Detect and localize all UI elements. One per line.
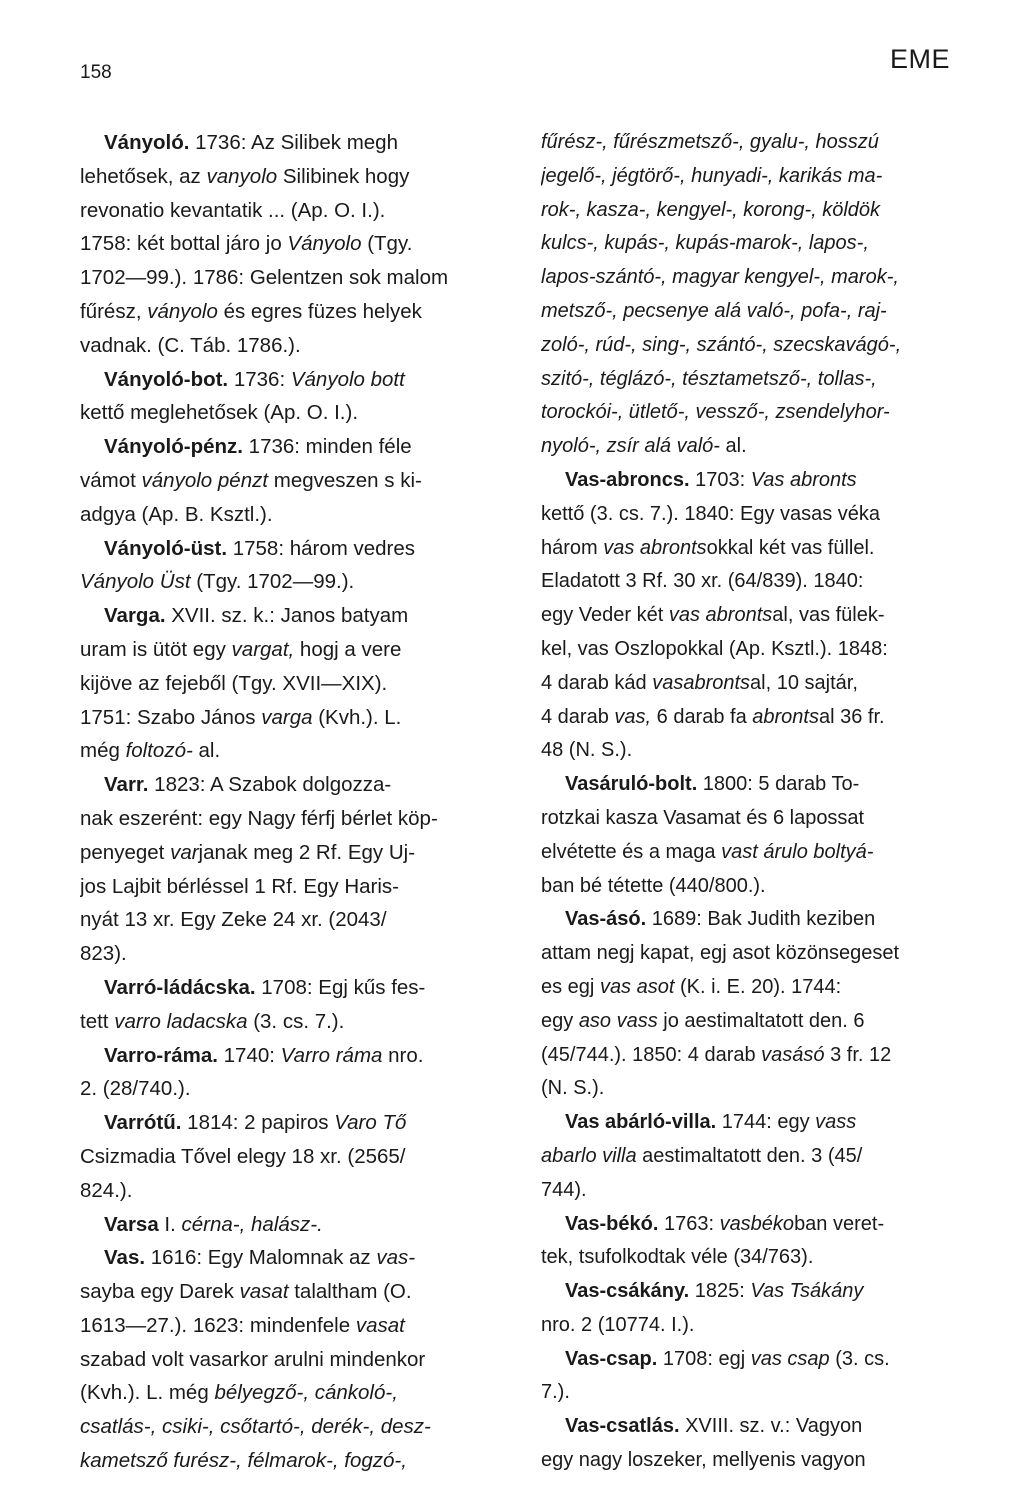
entry-headword: Vas-csatlás. [565, 1415, 680, 1438]
italic-term: varga [261, 705, 313, 729]
text-line [541, 329, 981, 363]
text-run: 1758: három vedres [227, 536, 416, 560]
text-line [80, 633, 522, 667]
italic-term: rok-, kasza-, kengyel-, korong-, köldök [541, 198, 881, 221]
text-line [541, 903, 981, 937]
text-run: 1708: Egj kűs fes- [255, 975, 426, 999]
italic-term: foltozó- [125, 739, 193, 763]
text-run: elvétette és a maga [541, 840, 722, 863]
text-run: (Tgy. [361, 232, 413, 256]
text-run: 1758: két bottal járo jo [80, 232, 288, 256]
text-run: 744). [541, 1178, 587, 1201]
italic-term: vast árulo boltyá- [721, 840, 874, 863]
italic-term: aso vass [578, 1009, 658, 1032]
text-line [80, 937, 522, 971]
text-line [541, 1410, 981, 1444]
text-run: 1800: 5 darab To- [697, 773, 860, 796]
text-run: 4 darab kád [541, 671, 653, 694]
text-run: szabad volt vasarkor arulni mindenkor [80, 1347, 426, 1371]
text-run: 1613—27.). 1623: mindenfele [80, 1313, 356, 1337]
text-run: (3. cs. 7.). [247, 1009, 345, 1033]
text-run: 7.). [541, 1381, 570, 1404]
text-run: 48 (N. S.). [541, 739, 633, 762]
text-line [541, 836, 981, 870]
text-run: kettő meglehetősek (Ap. O. I.). [80, 401, 359, 425]
text-line [541, 1174, 981, 1208]
entry-headword: Vas. [104, 1246, 146, 1270]
entry-headword: Vasáruló-bolt. [565, 773, 698, 796]
text-line [80, 1005, 522, 1039]
text-line [541, 160, 981, 194]
text-line [541, 937, 981, 971]
text-run: egy [541, 1009, 579, 1032]
italic-term: vass [815, 1111, 857, 1134]
text-line [541, 1106, 981, 1140]
entry-headword: Ványoló-pénz. [104, 435, 243, 459]
text-line [80, 1106, 522, 1140]
text-run: 1814: 2 papiros [181, 1111, 335, 1135]
italic-term: vas abronts [668, 604, 773, 627]
text-run: lehetősek, az [80, 164, 207, 188]
text-run: nro. [382, 1043, 424, 1067]
italic-term: Varo Tő [334, 1111, 407, 1135]
text-run: sayba egy Darek [80, 1280, 240, 1304]
italic-term: vasat [355, 1313, 405, 1337]
italic-term: cérna-, halász-. [181, 1212, 323, 1236]
text-line [80, 1275, 522, 1309]
italic-term: kametsző furész-, félmarok-, fogzó-, [80, 1449, 407, 1473]
text-line [80, 768, 522, 802]
text-run: al. [719, 435, 747, 458]
text-run: penyeget [80, 840, 171, 864]
text-line [541, 870, 981, 904]
text-line [541, 1275, 981, 1309]
text-line [541, 667, 981, 701]
italic-term: ványolo pénzt [141, 468, 269, 492]
text-run: revonatio kevantatik ... (Ap. O. I.). [80, 198, 386, 222]
text-line [80, 870, 522, 904]
text-run: 2. (28/740.). [80, 1077, 191, 1101]
italic-term: Ványolo Üst [80, 570, 191, 594]
text-run: (Kvh.). L. még [80, 1381, 215, 1405]
text-run: megveszen s ki- [268, 468, 422, 492]
text-line [541, 1140, 981, 1174]
text-run: Silibinek hogy [277, 164, 410, 188]
text-line [80, 701, 522, 735]
text-run: 1708: egj [657, 1347, 751, 1370]
page-number: 158 [80, 62, 112, 83]
text-run: tett [80, 1009, 115, 1033]
entry-headword: Ványoló-üst. [104, 536, 228, 560]
text-line [80, 1343, 522, 1377]
text-run: egy nagy loszeker, mellyenis vagyon [541, 1449, 866, 1472]
text-run: attam negj kapat, egj asot közönsegeset [541, 942, 900, 965]
text-line [80, 363, 522, 397]
text-run: vámot [80, 468, 142, 492]
text-run: és egres füzes helyek [217, 299, 422, 323]
text-line [80, 971, 522, 1005]
italic-term: fűrész-, fűrészmetsző-, gyalu-, hosszú [541, 131, 879, 153]
italic-term: zoló-, rúd-, sing-, szántó-, szecskavágó-, [541, 333, 902, 356]
italic-term: vas asot [599, 975, 675, 998]
text-run: es egj [541, 975, 600, 998]
text-line [541, 464, 981, 498]
text-line [80, 565, 522, 599]
italic-term: var [170, 840, 199, 864]
entry-headword: Varga. [104, 604, 166, 628]
text-run: jos Lajbit bérléssel 1 Rf. Egy Haris- [80, 874, 400, 898]
text-run: még [80, 739, 126, 763]
text-line [541, 1241, 981, 1275]
text-line [541, 227, 981, 261]
text-run: nak eszerént: egy Nagy férfj bérlet köp- [80, 806, 438, 830]
italic-term: vasbéko [719, 1212, 795, 1235]
text-run: tek, tsufolkodtak véle (34/763). [541, 1246, 814, 1269]
italic-term: csatlás-, csiki-, csőtartó-, derék-, desz- [80, 1415, 431, 1439]
text-run: 1703: [689, 468, 751, 491]
italic-term: szitó-, téglázó-, tésztametsző-, tollas-, [541, 367, 877, 390]
italic-term: vas, [614, 705, 652, 728]
text-run: 1825: [689, 1280, 751, 1303]
text-line [541, 633, 981, 667]
text-line [80, 194, 522, 228]
text-run: 1744: egy [716, 1111, 816, 1134]
left-column [80, 126, 522, 1478]
text-run: hogj a vere [294, 637, 402, 661]
italic-term: Varro ráma [280, 1043, 383, 1067]
right-column [541, 126, 981, 1478]
text-run: (K. i. E. 20). 1744: [674, 975, 842, 998]
text-line [80, 126, 522, 160]
text-run: jo aestimaltatott den. 6 [657, 1009, 865, 1032]
text-line [541, 1343, 981, 1377]
text-run: (Tgy. 1702—99.). [190, 570, 355, 594]
entry-headword: Ványoló. [104, 131, 190, 154]
text-line [80, 227, 522, 261]
italic-term: kulcs-, kupás-, kupás-marok-, lapos-, [541, 232, 869, 255]
text-run: 1736: minden féle [242, 435, 412, 459]
text-line [80, 1208, 522, 1242]
text-line [80, 396, 522, 430]
text-run: I. [158, 1212, 182, 1236]
text-line [80, 836, 522, 870]
entry-headword: Varsa [104, 1212, 159, 1236]
italic-term: vas- [376, 1246, 416, 1270]
text-line [80, 464, 522, 498]
italic-term: jegelő-, jégtörő-, hunyadi-, karikás ma- [541, 164, 883, 187]
text-run: 4 darab [541, 705, 615, 728]
text-line [541, 194, 981, 228]
text-run: (Kvh.). L. [312, 705, 402, 729]
text-run: al, vas fülek- [772, 604, 885, 627]
text-line [541, 1309, 981, 1343]
text-line [541, 1444, 981, 1478]
entry-headword: Varró-ládácska. [104, 975, 256, 999]
text-line [80, 498, 522, 532]
text-line [80, 295, 522, 329]
italic-term: Vas Tsákány [750, 1280, 864, 1303]
text-run: (3. cs. [829, 1347, 890, 1370]
text-run: rotzkai kasza Vasamat és 6 lapossat [541, 806, 865, 829]
text-run: egy Veder két [541, 604, 669, 627]
text-line [541, 701, 981, 735]
text-run: XVIII. sz. v.: Vagyon [679, 1415, 863, 1438]
text-line [80, 1376, 522, 1410]
text-run: 1740: [217, 1043, 281, 1067]
italic-term: Vas abronts [750, 468, 857, 491]
text-run: 1702—99.). 1786: Gelentzen sok malom [80, 266, 449, 290]
text-run: okkal két vas füllel. [706, 536, 875, 559]
text-line [80, 802, 522, 836]
text-line [541, 498, 981, 532]
text-line [541, 802, 981, 836]
italic-term: varro ladacska [114, 1009, 248, 1033]
text-line [80, 1444, 522, 1478]
text-run: 823). [80, 942, 127, 966]
text-line [80, 1072, 522, 1106]
text-run: uram is ütöt egy [80, 637, 232, 661]
running-header: EME [889, 44, 950, 74]
text-run: 6 darab fa [651, 705, 753, 728]
text-run: három [541, 536, 604, 559]
entry-headword: Varrótű. [104, 1111, 182, 1135]
text-run: 3 fr. 12 [824, 1043, 892, 1066]
italic-term: metsző-, pecsenye alá való-, pofa-, raj- [541, 299, 887, 322]
text-line [80, 599, 522, 633]
text-run: adgya (Ap. B. Ksztl.). [80, 502, 273, 526]
italic-term: bélyegző-, cánkoló-, [214, 1381, 398, 1405]
italic-term: vasat [239, 1280, 289, 1304]
text-run: kel, vas Oszlopokkal (Ap. Ksztl.). 1848: [541, 637, 888, 660]
text-run: aestimaltatott den. 3 (45/ [636, 1144, 863, 1167]
text-run: Eladatott 3 Rf. 30 xr. (64/839). 1840: [541, 570, 864, 593]
text-run: nyát 13 xr. Egy Zeke 24 xr. (2043/ [80, 908, 387, 932]
italic-term: vargat, [231, 637, 295, 661]
text-run: al 36 fr. [818, 705, 885, 728]
text-line [541, 261, 981, 295]
text-run: ban veret- [794, 1212, 885, 1235]
entry-headword: Ványoló-bot. [104, 367, 229, 391]
text-line [541, 1208, 981, 1242]
text-run: nro. 2 (10774. I.). [541, 1313, 695, 1336]
text-run: (45/744.). 1850: 4 darab [541, 1043, 762, 1066]
italic-term: vanyolo [206, 164, 278, 188]
text-line [80, 667, 522, 701]
text-run: 1616: Egy Malomnak az [145, 1246, 377, 1270]
text-line [80, 903, 522, 937]
text-line [80, 1410, 522, 1444]
italic-term: vas abronts [603, 536, 707, 559]
entry-headword: Varro-ráma. [104, 1043, 218, 1067]
text-line [80, 1174, 522, 1208]
text-line [541, 1376, 981, 1410]
text-run: al, 10 sajtár, [750, 671, 858, 694]
text-line [541, 565, 981, 599]
text-line [541, 295, 981, 329]
text-line [80, 1241, 522, 1275]
text-line [541, 1072, 981, 1106]
text-line [541, 126, 981, 160]
text-run: Csizmadia Tővel elegy 18 xr. (2565/ [80, 1144, 406, 1168]
text-run: XVII. sz. k.: Janos batyam [165, 604, 409, 628]
italic-term: ványolo [147, 299, 218, 323]
italic-term: vasabronts [652, 671, 751, 694]
italic-term: torockói-, ütlető-, vessző-, zsendelyhor- [541, 401, 890, 424]
entry-headword: Vas-csap. [565, 1347, 658, 1370]
italic-term: Ványolo [287, 232, 362, 256]
italic-term: abronts [752, 705, 819, 728]
text-line [80, 261, 522, 295]
text-line [541, 971, 981, 1005]
text-run: 824.). [80, 1178, 133, 1202]
text-run: kijöve az fejeből (Tgy. XVII—XIX). [80, 671, 388, 695]
text-line [80, 329, 522, 363]
italic-term: nyoló-, zsír alá való- [541, 435, 720, 458]
text-run: 1736: [228, 367, 291, 391]
entry-headword: Vas-békó. [565, 1212, 659, 1235]
text-run: 1689: Bak Judith keziben [646, 908, 876, 931]
text-line [80, 1309, 522, 1343]
text-line [80, 1140, 522, 1174]
text-run: 1736: Az Silibek megh [189, 131, 398, 154]
text-line [541, 532, 981, 566]
text-run: janak meg 2 Rf. Egy Uj- [198, 840, 416, 864]
text-run: talaltham (O. [288, 1280, 412, 1304]
text-run: vadnak. (C. Táb. 1786.). [80, 333, 301, 357]
text-run: al. [192, 739, 221, 763]
italic-term: vasásó [761, 1043, 825, 1066]
text-line [80, 160, 522, 194]
text-line [541, 430, 981, 464]
text-run: 1823: A Szabok dolgozza- [148, 773, 392, 797]
text-line [80, 734, 522, 768]
text-run: (N. S.). [541, 1077, 605, 1100]
entry-headword: Vas-abroncs. [565, 468, 690, 491]
text-line [80, 1039, 522, 1073]
text-line [80, 532, 522, 566]
text-line [80, 430, 522, 464]
text-run: kettő (3. cs. 7.). 1840: Egy vasas véka [541, 502, 881, 525]
italic-term: vas csap [750, 1347, 830, 1370]
text-line [541, 768, 981, 802]
text-line [541, 363, 981, 397]
text-run: ban bé tétette (440/800.). [541, 874, 766, 897]
entry-headword: Vas-ásó. [565, 908, 647, 931]
italic-term: abarlo villa [541, 1144, 637, 1167]
text-line [541, 734, 981, 768]
text-run: 1763: [658, 1212, 720, 1235]
text-line [541, 599, 981, 633]
text-line [541, 1039, 981, 1073]
entry-headword: Vas-csákány. [565, 1280, 690, 1303]
entry-headword: Varr. [104, 773, 149, 797]
italic-term: Ványolo bott [290, 367, 405, 391]
text-line [541, 1005, 981, 1039]
text-run: fűrész, [80, 299, 148, 323]
italic-term: lapos-szántó-, magyar kengyel-, marok-, [541, 266, 899, 289]
text-line [541, 396, 981, 430]
entry-headword: Vas abárló-villa. [565, 1111, 717, 1134]
text-run: 1751: Szabo János [80, 705, 262, 729]
